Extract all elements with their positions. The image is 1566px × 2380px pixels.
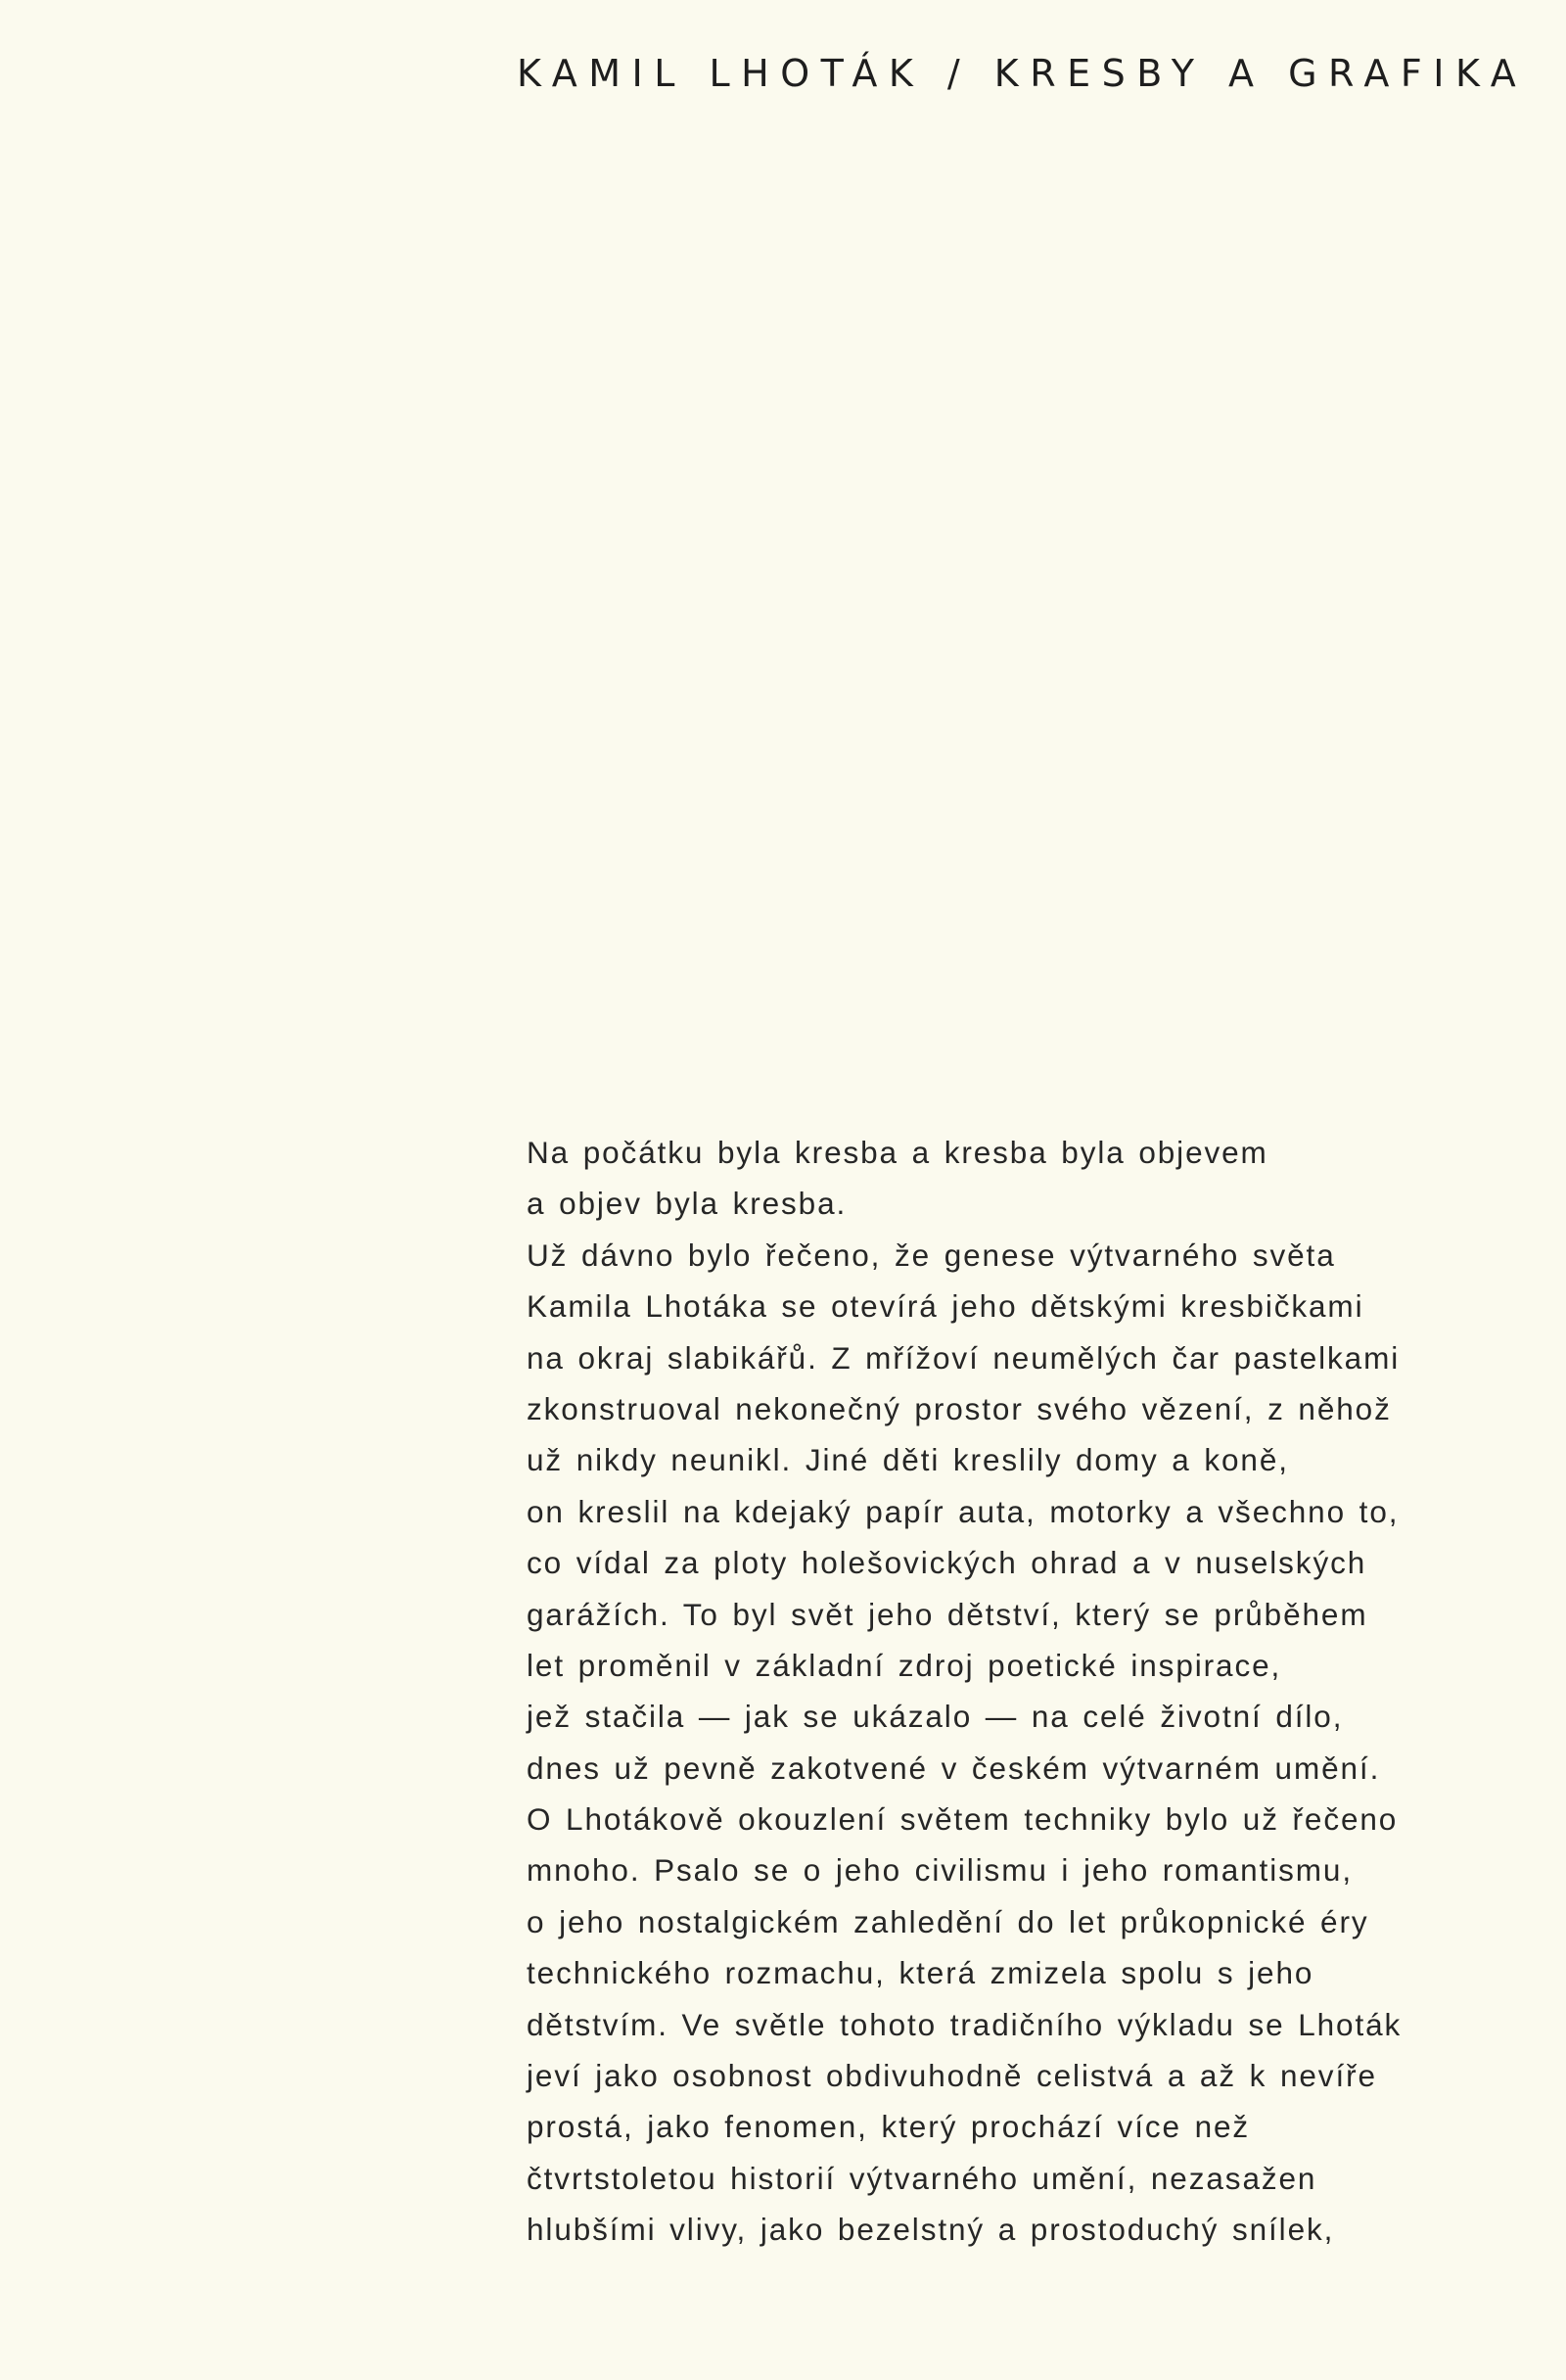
text-line: hlubšími vlivy, jako bezelstný a prostoduchý snílek,: [527, 2212, 1335, 2248]
text-line: prostá, jako fenomen, který prochází více než: [527, 2109, 1251, 2145]
text-line: Na počátku byla kresba a kresba byla objevem: [527, 1135, 1268, 1170]
text-line: zkonstruoval nekonečný prostor svého vězení, z něhož: [527, 1390, 1392, 1426]
text-line: Kamila Lhotáka se otevírá jeho dětskými kresbičkami: [527, 1288, 1364, 1325]
text-line: a objev byla kresba.: [527, 1186, 848, 1222]
text-line: let proměnil v základní zdroj poetické inspirace,: [527, 1647, 1282, 1683]
text-line: jež stačila — jak se ukázalo — na celé životní dílo,: [527, 1699, 1344, 1735]
text-line: čtvrtstoletou historií výtvarného umění, nezasažen: [527, 2160, 1317, 2196]
text-line: mnoho. Psalo se o jeho civilismu i jeho romantismu,: [527, 1852, 1353, 1889]
text-line: na okraj slabikářů. Z mřížoví neumělých čar pastelkami: [527, 1339, 1401, 1376]
text-line: dětstvím. Ve světle tohoto tradičního výkladu se Lhoták: [527, 2006, 1403, 2042]
text-line: on kreslil na kdejaký papír auta, motorky a všechno to,: [527, 1493, 1400, 1529]
text-line: jeví jako osobnost obdivuhodně celistvá a až k nevíře: [527, 2058, 1377, 2094]
text-line: o jeho nostalgickém zahledění do let průkopnické éry: [527, 1903, 1369, 1939]
text-line: technického rozmachu, která zmizela spolu s jeho: [527, 1955, 1314, 1991]
text-line: O Lhotákově okouzlení světem techniky bylo už řečeno: [527, 1801, 1399, 1838]
page-title: KAMIL LHOTÁK / KRESBY A GRAFIKA: [517, 52, 1528, 95]
text-line: co vídal za ploty holešovických ohrad a v nuselských: [527, 1545, 1367, 1581]
text-line: garážích. To byl svět jeho dětství, který se průběhem: [527, 1596, 1368, 1632]
body-text: [527, 1127, 1554, 2256]
text-line: dnes už pevně zakotvené v českém výtvarném umění.: [527, 1750, 1381, 1786]
text-line: už nikdy neunikl. Jiné děti kreslily domy a koně,: [527, 1442, 1289, 1478]
text-line: Už dávno bylo řečeno, že genese výtvarného světa: [527, 1237, 1336, 1273]
